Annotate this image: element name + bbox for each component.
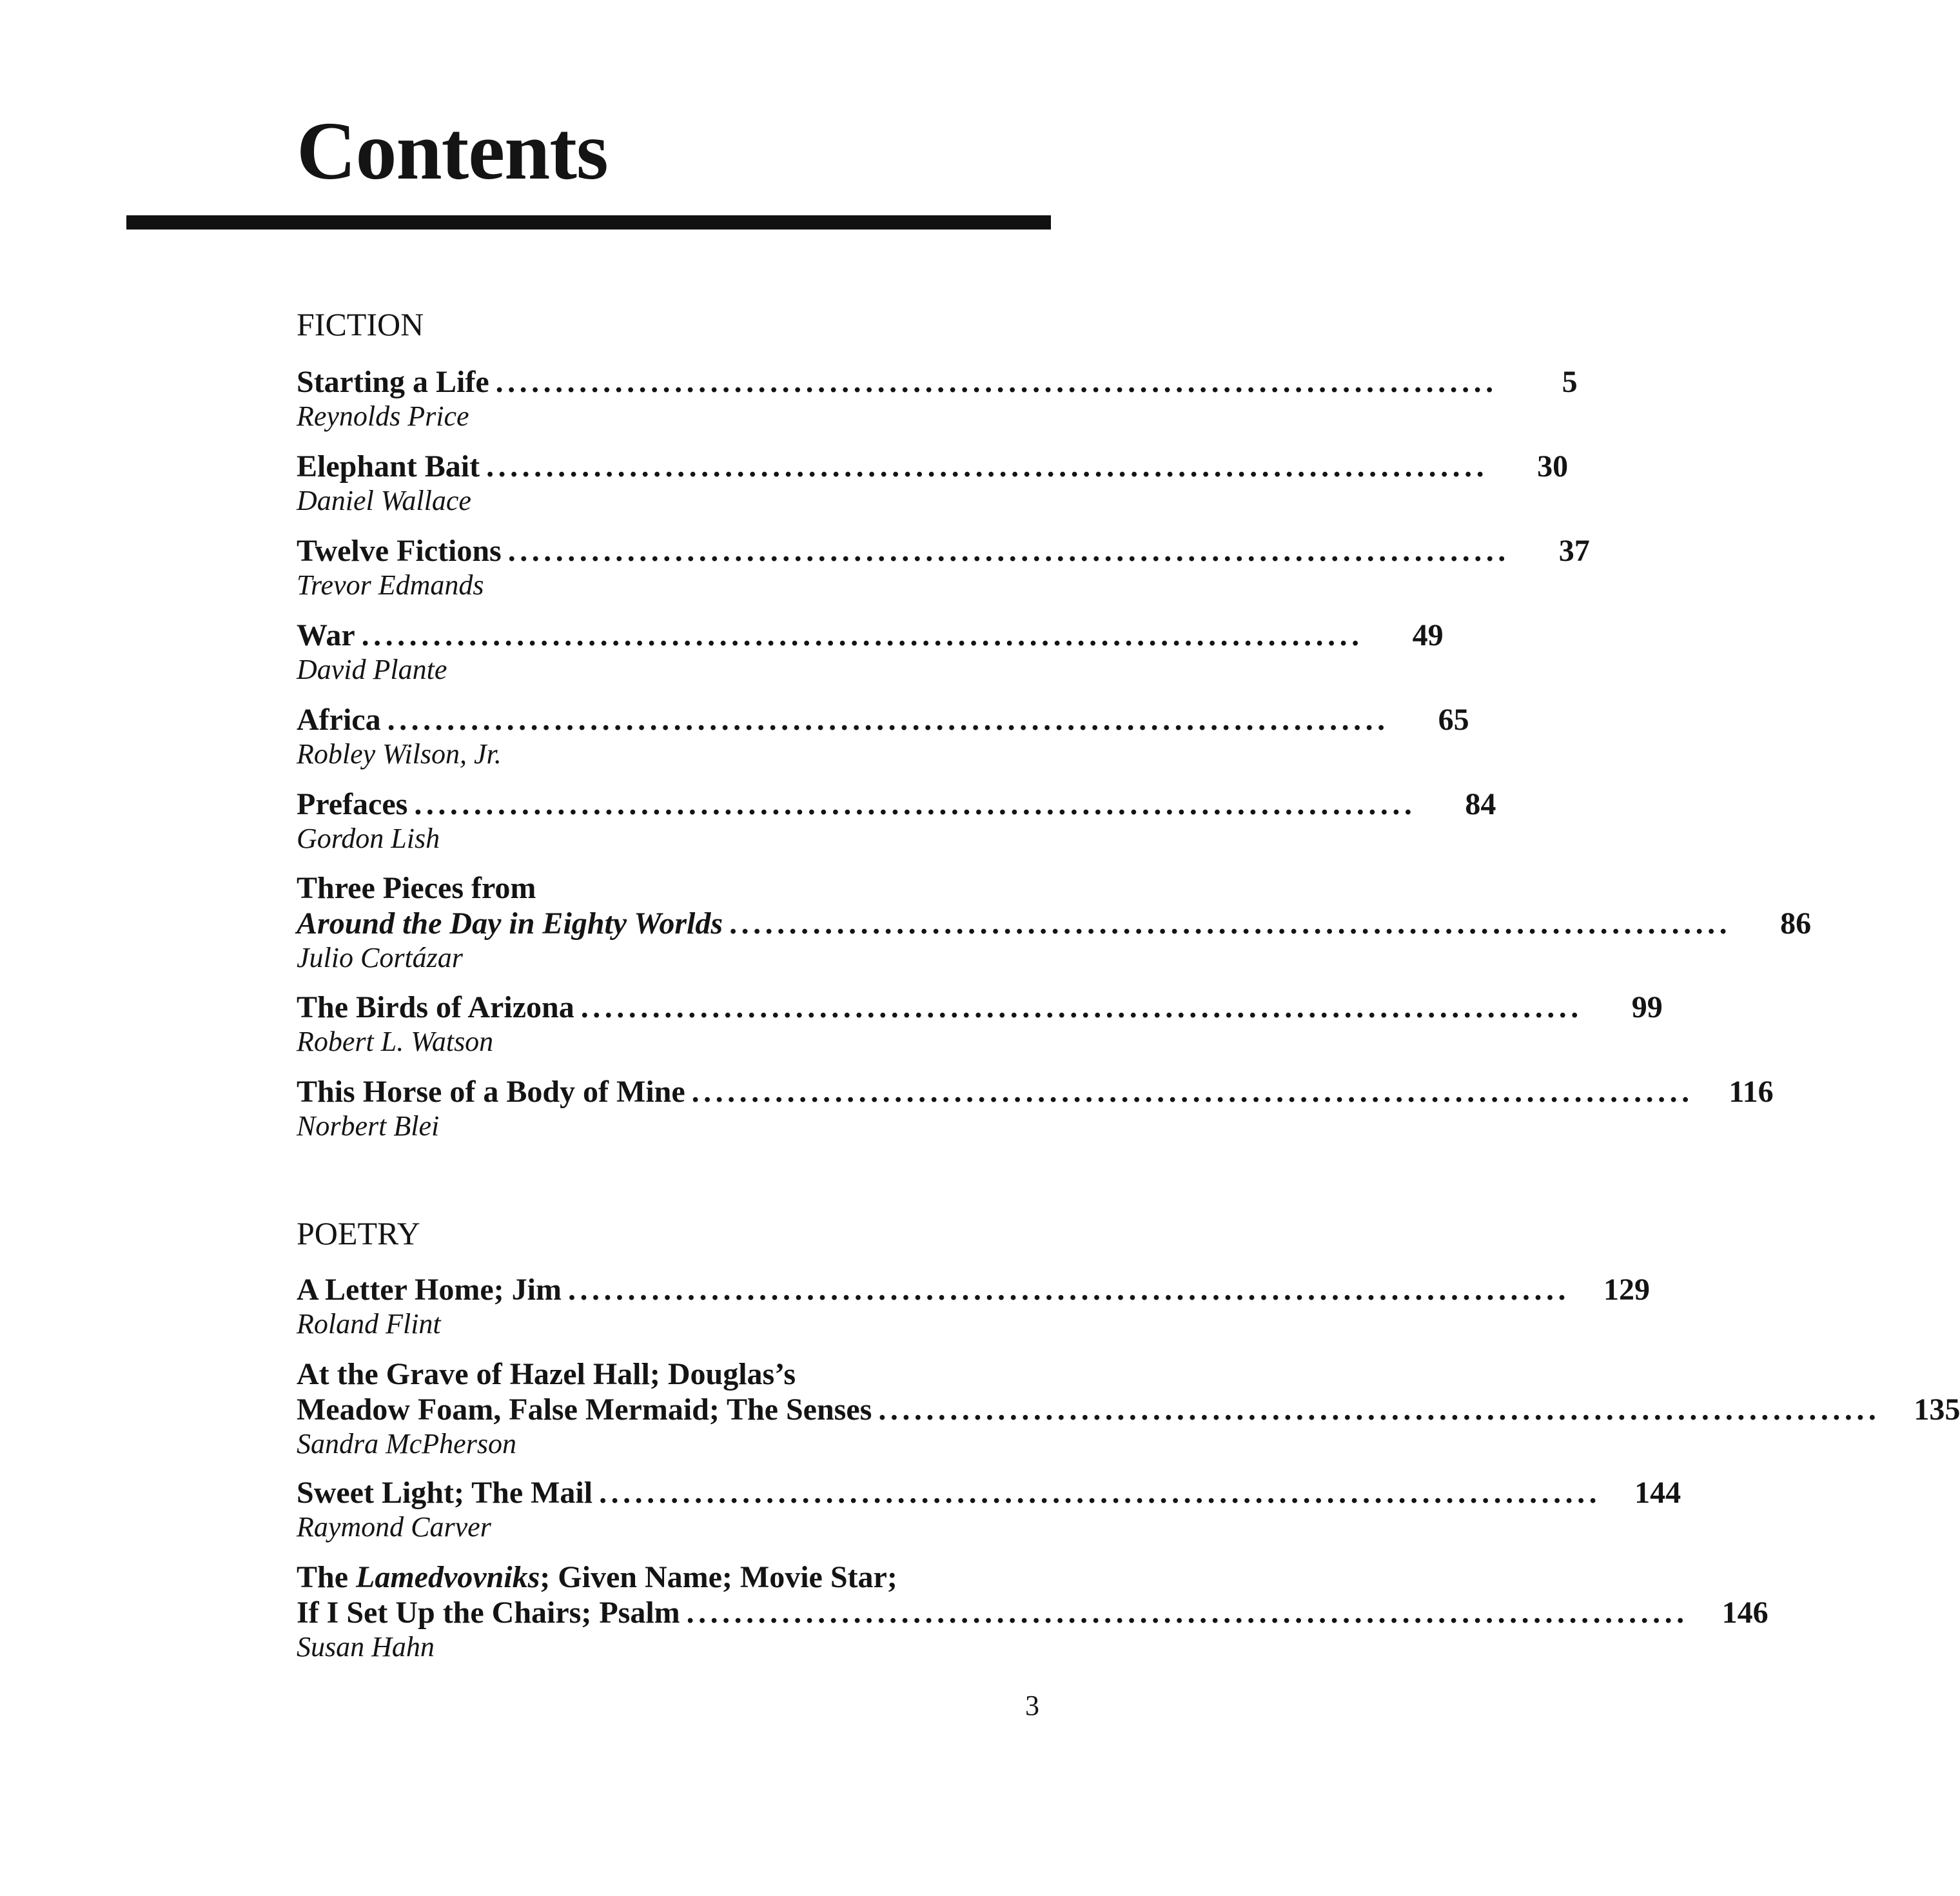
entry-author: Robley Wilson, Jr. <box>297 738 502 770</box>
dot-leader: .................................................................................... <box>361 618 1364 652</box>
page-number: 30 <box>1537 449 1569 484</box>
entry-author: Raymond Carver <box>297 1511 491 1543</box>
entry-title-line-1: Three Pieces from <box>297 871 536 905</box>
entry-title: Starting a Life <box>297 365 489 399</box>
entry-title: War <box>297 618 355 652</box>
toc-entry[interactable] <box>297 1356 1960 1461</box>
entry-author: Robert L. Watson <box>297 1026 494 1057</box>
entry-author: Daniel Wallace <box>297 485 471 516</box>
italic-title-word: Lamedvovniks <box>356 1560 540 1594</box>
section-heading-poetry: POETRY <box>297 1215 420 1251</box>
dot-leader: .................................................................................... <box>567 1273 1570 1307</box>
entry-title: Twelve Fictions <box>297 534 502 568</box>
entry-title: Africa <box>297 703 381 737</box>
entry-title: The Birds of Arizona <box>297 990 574 1024</box>
page-number: 99 <box>1631 990 1663 1024</box>
toc-entry[interactable] <box>297 870 1812 975</box>
entry-author: Norbert Blei <box>297 1110 440 1142</box>
entry-author: Roland Flint <box>297 1308 441 1340</box>
dot-leader: .................................................................................... <box>878 1393 1881 1427</box>
page-number: 5 <box>1562 365 1578 399</box>
entry-author: Julio Cortázar <box>297 942 463 973</box>
dot-leader: .................................................................................... <box>686 1596 1689 1630</box>
dot-leader: .................................................................................... <box>580 990 1583 1024</box>
dot-leader: .................................................................................... <box>599 1476 1602 1510</box>
entry-author: Trevor Edmands <box>297 569 484 601</box>
page-number: 65 <box>1438 703 1469 737</box>
title-rule <box>126 215 1051 230</box>
page-number: 37 <box>1558 534 1590 568</box>
toc-entry[interactable] <box>297 533 1590 602</box>
entry-title-line-2: If I Set Up the Chairs; Psalm <box>297 1596 680 1630</box>
entry-author: David Plante <box>297 654 447 685</box>
entry-title: Prefaces <box>297 787 408 821</box>
entry-title: Elephant Bait <box>297 449 480 484</box>
page-number: 49 <box>1412 618 1444 652</box>
dot-leader: .................................................................................... <box>507 534 1510 568</box>
page-number: 86 <box>1780 906 1812 941</box>
toc-entry[interactable] <box>297 364 1578 433</box>
page-number: 144 <box>1634 1476 1681 1510</box>
dot-leader: .................................................................................... <box>387 703 1389 737</box>
toc-entry[interactable] <box>297 449 1569 518</box>
entry-author: Sandra McPherson <box>297 1428 516 1460</box>
toc-entry[interactable] <box>297 787 1496 855</box>
page-number: 135 <box>1914 1393 1960 1427</box>
toc-entry[interactable] <box>297 618 1444 687</box>
dot-leader: .................................................................................... <box>486 449 1489 484</box>
page-number: 129 <box>1603 1273 1650 1307</box>
toc-entry[interactable] <box>297 702 1469 771</box>
section-heading-fiction: FICTION <box>297 306 424 342</box>
toc-entry[interactable] <box>297 1272 1650 1341</box>
page-number: 116 <box>1729 1075 1774 1109</box>
toc-entry[interactable] <box>297 1074 1774 1143</box>
toc-entry[interactable] <box>297 990 1663 1059</box>
page-number: 84 <box>1465 787 1496 821</box>
dot-leader: .................................................................................... <box>729 906 1732 941</box>
page-folio: 3 <box>1025 1690 1039 1721</box>
page-number: 146 <box>1721 1596 1769 1630</box>
entry-title-line-1: The Lamedvovniks; Given Name; Movie Star; <box>297 1560 897 1594</box>
toc-entry[interactable] <box>297 1475 1681 1544</box>
entry-title-line-1: At the Grave of Hazel Hall; Douglas’s <box>297 1357 796 1391</box>
entry-title-line-2: Around the Day in Eighty Worlds <box>297 906 723 941</box>
entry-title: A Letter Home; Jim <box>297 1273 562 1307</box>
entry-title: Sweet Light; The Mail <box>297 1476 593 1510</box>
entry-title-line-2: Meadow Foam, False Mermaid; The Senses <box>297 1393 872 1427</box>
toc-entry[interactable] <box>297 1559 1769 1664</box>
dot-leader: .................................................................................... <box>414 787 1416 821</box>
entry-author: Gordon Lish <box>297 823 440 854</box>
entry-author: Susan Hahn <box>297 1631 435 1663</box>
entry-author: Reynolds Price <box>297 400 469 432</box>
page-title: Contents <box>297 105 608 197</box>
dot-leader: .................................................................................... <box>495 365 1498 399</box>
entry-title: This Horse of a Body of Mine <box>297 1075 685 1109</box>
dot-leader: .................................................................................... <box>691 1075 1694 1109</box>
